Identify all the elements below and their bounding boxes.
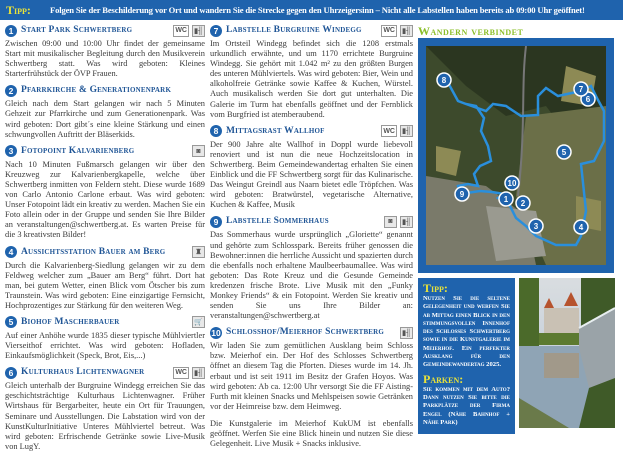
viewpoint-icon: ♜ xyxy=(192,246,205,258)
station-7 xyxy=(210,24,413,120)
map-marker-label: 9 xyxy=(459,190,465,199)
station-number: 4 xyxy=(5,246,17,258)
accessible-toilet-icon: ▮╢ xyxy=(192,367,205,379)
route-map-svg xyxy=(426,46,606,265)
station-6 xyxy=(5,366,205,452)
station-number: 7 xyxy=(210,25,222,37)
station-header xyxy=(5,366,205,379)
route-map xyxy=(418,38,614,273)
map-marker-label: 1 xyxy=(503,195,509,204)
station-number: 2 xyxy=(5,85,17,97)
station-header xyxy=(5,316,205,329)
station-header xyxy=(210,125,413,138)
station-5 xyxy=(5,316,205,361)
station-number: 5 xyxy=(5,316,17,328)
station-header xyxy=(210,24,413,37)
station-number: 3 xyxy=(5,145,17,157)
main-content xyxy=(0,20,623,452)
station-number: 9 xyxy=(210,216,222,228)
station-text: Gleich nach dem Start gelangen wir nach 5 Minuten Gehzeit zur Pfarrkirche und zum Generationenpark. Was wird geboten: Dort gibt´s eine kleine Stärkung und einen schwungvollen Auftritt der Bläserkids. xyxy=(5,99,205,139)
map-marker-label: 3 xyxy=(533,222,539,231)
station-number: 1 xyxy=(5,25,17,37)
station-9 xyxy=(210,215,413,321)
station-title: Schlosshof/Meierhof Schwertberg xyxy=(226,327,385,338)
accessible-toilet-icon: ▮╢ xyxy=(400,25,413,37)
station-text: Das Sommerhaus wurde ursprünglich „Gloriette“ genannt und gehörte zum Schlosspark. Bereits früher genossen die Bewohner:innen die herrliche Aussicht und spazierten durch die ebenfalls noch erhaltene Maulbeerbaumallee. Was wird geboten: Das Rote Kreuz und die Gesunde Gemeinde kredenzen frische Brote. Live Musik mit den „Funky Monkey Friends“ & ein Fotopoint. Werden Sie kreativ und senden Sie uns Ihre Bilder an: veranstaltungen@schwertberg.at xyxy=(210,230,413,321)
station-header xyxy=(5,84,205,97)
station-title: Labstelle Burgruine Windegg xyxy=(226,25,362,35)
accessible-toilet-icon: ▮╢ xyxy=(400,216,413,228)
station-text: Wir laden Sie zum gemütlichen Ausklang beim Schloss bzw. Meierhof ein. Der Hof des Schlosses Schwertberg öffnet an diesem Tag die Pforten. Dieses wurde im 14. Jh. erbaut und ist seit 1911 im Besitz der Grafen Hoyos. Was wird geboten: Ab ca. 12:00 Uhr versorgt Sie die FF Aisting-Furth mit kleinen Snacks und Mehlspeisen sowie Getränken vor der Heimreise bzw. dem Heimweg. xyxy=(210,341,413,411)
station-text: Der 900 Jahre alte Wallhof in Doppl wurde liebevoll renoviert und ist nun die neue Hochzeitslocation in Schwertberg. Beim Gemeindewandertag erhalten Sie einen Einblick und die FF Schwertberg sorgt für das Kulinarische. Das Weingut Greindl aus Naarn bietet edle Tröpfchen. Was wird geboten: Bratwürstel, vegetarische Alternative, Kuchen & Kaffee, Musik xyxy=(210,139,413,210)
tip-text: Nutzen Sie die seltene Gelegenheit und werfen Sie ab Mittag einen Blick in den stimmungsvollen Innenhof des Schlosses Schwertberg sowie in die Kunstgalerie im Meierhof. Ein perfekter Ausklang für den Gemeindewandertag 2025. xyxy=(423,295,510,369)
station-text: Im Ortsteil Windegg befindet sich die 1208 erstmals urkundlich erwähnte, und um 1170 errichtete Burgruine Windegg. Sie gehört mit 1.042 m² zu den größten Burgen des unteren Mühlviertels. Was wird geboten: Bier, Wein und alkoholfreie Getränke sowie Kaffee & Kuchen, Würstel. Auch musikalisch werden Sie dort gut unterhalten. Die Galerie im Turm hat ebenfalls geöffnet und der Fernblick vom Burgfried ist atemberaubend. xyxy=(210,39,413,119)
map-marker-label: 7 xyxy=(578,85,584,94)
stations-column-left xyxy=(5,24,205,452)
station-number: 8 xyxy=(210,125,222,137)
station-3 xyxy=(5,145,205,241)
shopping-cart-icon: 🛒 xyxy=(192,316,205,328)
camera-icon: ◙ xyxy=(192,145,205,157)
station-text: Auf einer Anhöhe wurde 1835 dieser typische Mühlviertler Vierseithof errichtet. Was wird geboten: Hofladen, Einkaufsmöglichkeit (Speck, Brot, Eis,...) xyxy=(5,330,205,361)
map-title: Wandern verbindet xyxy=(418,24,524,38)
station-text: Gleich unterhalb der Burgruine Windegg erreichen Sie das geschichtsträchtige Kulturhaus Lichtenwagner. Früher Wirtshaus für Bergarbeiter, heute ein Ort für Trauungen, Seminare und Ausstellungen. Die Labstation wird von der KunstKulturInitiative Unteres Mühlviertel betreut. Was wird geboten: Erfrischende Getränke sowie Live-Musik von LugY. xyxy=(5,381,205,451)
station-title: Pfarrkirche & Generationenpark xyxy=(21,85,172,96)
station-text: Zwischen 09:00 und 10:00 Uhr findet der gemeinsame Start mit musikalischer Begleitung durch den Musikverein Schwertberg statt. Was wird geboten: Kleines Starterfrühstück der ÖVP Frauen. xyxy=(5,39,205,79)
station-2 xyxy=(5,84,205,139)
top-tip-banner xyxy=(0,0,623,20)
map-marker-label: 6 xyxy=(585,95,591,104)
tip-title: Tipp: xyxy=(423,281,448,295)
parking-title: Parken: xyxy=(423,371,464,386)
map-marker-label: 2 xyxy=(520,199,526,208)
station-title: Fotopoint Kalvarienberg xyxy=(21,145,135,156)
accessible-toilet-icon: ▮╢ xyxy=(400,125,413,137)
wc-icon: WC xyxy=(173,367,189,379)
station-4 xyxy=(5,246,205,311)
station-header xyxy=(210,215,413,228)
top-tip-label: Tipp: xyxy=(6,2,31,17)
station-title: Start Park Schwertberg xyxy=(21,25,133,35)
map-marker-label: 8 xyxy=(441,76,447,85)
wc-icon: WC xyxy=(173,25,189,37)
tip-box xyxy=(418,278,515,434)
accessible-toilet-icon: ▮╢ xyxy=(192,25,205,37)
station-title: Labstelle Sommerhaus xyxy=(226,216,329,227)
station-header xyxy=(5,246,205,259)
map-marker-label: 4 xyxy=(578,223,584,232)
station-number: 10 xyxy=(211,327,221,338)
accessible-toilet-icon: ▮╢ xyxy=(400,327,413,339)
station-title: Biohof Mascherbauer xyxy=(21,316,120,327)
map-marker-label: 10 xyxy=(507,179,517,188)
map-marker-label: 5 xyxy=(561,148,567,157)
camera-icon: ◙ xyxy=(384,216,397,228)
station-text: Durch die Kalvarienberg-Siedlung gelangen wir zu dem Feldweg welcher zum „Bauer am Berg“ führt. Dort hat man, bei gutem Wetter, einen Blick vom Ötscher bis zum Traunstein. Was wird geboten: Eine einzigartige Fernsicht, Hochprozentiges zur Stärkung für den weiteren Weg. xyxy=(5,260,205,310)
station-text: Nach 10 Minuten Fußmarsch gelangen wir über den Kreuzweg zur Kalvarienbergkapelle, welche über Schwertberg inmitten von Feldern steht. Diese wurde 1689 von Carlo Antonio Carlone erbaut. Was wird geboten: Unser Fotopoint lädt ein kreativ zu werden. Machen Sie ein Foto allein oder in der Gruppe und senden Sie Ihre Bilder an veranstaltungen@schwertberg.at. Es warten Preise für die 3 kreativsten Bilder! xyxy=(5,159,206,240)
station-extra-text: Die Kunstgalerie im Meierhof KukUM ist ebenfalls geöffnet. Werfen Sie eine Blick hinein und nutzen Sie diese Gelegenheit. Live Musik + Snacks inklusive. xyxy=(210,418,413,449)
castle-photo xyxy=(519,278,615,428)
top-tip-text: Folgen Sie der Beschilderung vor Ort und wandern Sie die Strecke gegen den Uhrzeigersinn – Nicht alle Labstellen haben bereits ab 09:00 Uhr geöffnet! xyxy=(50,5,585,15)
station-header xyxy=(5,145,205,158)
parking-text: Sie kommen mit dem Auto? Dann nutzen Sie bitte die Parkplätze der Firma Engel (Nähe Bahnhof + Nähe Park) xyxy=(423,385,510,426)
station-header xyxy=(210,326,413,339)
station-title: Kulturhaus Lichtenwagner xyxy=(21,367,145,378)
wc-icon: WC xyxy=(381,25,397,37)
map-column xyxy=(418,24,618,452)
station-number: 6 xyxy=(5,367,17,379)
station-header xyxy=(5,24,205,37)
wc-icon: WC xyxy=(381,125,397,137)
station-title: Aussichtsstation Bauer am Berg xyxy=(21,246,166,257)
station-8 xyxy=(210,125,413,211)
station-title: Mittagsrast Wallhof xyxy=(226,125,325,136)
station-1 xyxy=(5,24,205,79)
station-10 xyxy=(210,326,413,449)
stations-column-right xyxy=(210,24,413,452)
